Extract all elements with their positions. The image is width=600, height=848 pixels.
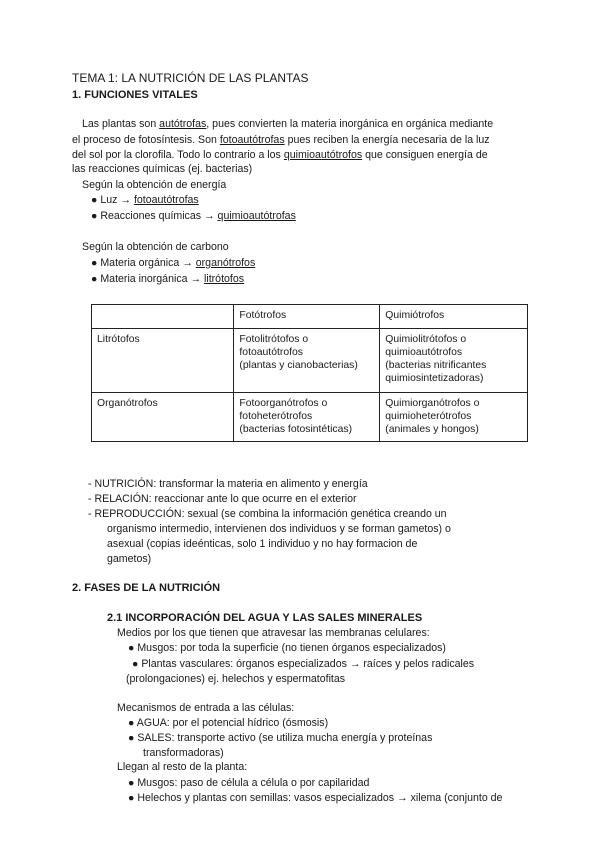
list-item: ● Plantas vasculares: órganos especializados → raíces y pelos radicales	[132, 658, 475, 670]
bullet-icon: ●	[132, 658, 139, 670]
list-item: ● AGUA: por el potencial hídrico (ósmosis)	[128, 717, 329, 729]
table-header-cell	[92, 305, 234, 329]
paragraph-line-4: las reacciones químicas (ej. bacterias)	[72, 163, 253, 175]
list-item: ● Reacciones químicas → quimioautótrofas	[91, 210, 296, 222]
bullet-icon: ●	[128, 642, 135, 654]
list-item: ● SALES: transporte activo (se utiliza mucha energía y proteínas	[128, 732, 433, 744]
table-row	[92, 393, 528, 442]
table-header-cell: Quimiótrofos	[380, 305, 528, 329]
table-cell: Quimiorganótrofos o quimioheterótrofos (animales y hongos)	[380, 393, 528, 442]
table-row	[92, 329, 528, 393]
table-header-cell: Fotótrofos	[234, 305, 380, 329]
bullet-icon: ●	[91, 273, 98, 285]
bullet-icon: ●	[128, 732, 135, 744]
section-2-heading: 2. FASES DE LA NUTRICIÓN	[72, 582, 221, 594]
medios-label: Medios por los que tienen que atravesar las membranas celulares:	[117, 627, 430, 639]
table-cell: Fotoorganótrofos o fotoheterótrofos (bacterias fotosintéticas)	[234, 393, 380, 442]
bullet-icon: ●	[128, 792, 135, 804]
paragraph-line-2: el proceso de fotosíntesis. Son fotoautótrofas pues reciben la energía necesaria de la luz	[72, 134, 490, 146]
table-header-row	[92, 305, 528, 329]
energia-label: Según la obtención de energía	[82, 179, 227, 191]
term-autotrofas: autótrofas	[159, 118, 207, 130]
funcion-reproduccion: - REPRODUCCIÓN: sexual (se combina la información genética creando un	[88, 508, 447, 520]
table-cell: Fotolitrótofos o fotoautótrofos (plantas y cianobacterias)	[234, 329, 380, 393]
bullet-icon: ●	[91, 194, 98, 206]
table-cell: Organótrofos	[92, 393, 234, 442]
bullet-icon: ●	[128, 777, 135, 789]
llegan-label: Llegan al resto de la planta:	[117, 761, 248, 773]
section-1-heading: 1. FUNCIONES VITALES	[72, 89, 198, 101]
funcion-nutricion: - NUTRICIÓN: transformar la materia en alimento y energía	[88, 478, 368, 490]
list-item: ● Materia inorgánica → litrótofos	[91, 273, 245, 285]
term-fotoautotrofas: fotoautótrofas	[219, 134, 285, 146]
nutrition-types-table	[91, 304, 528, 442]
list-item: ● Materia orgánica → organótrofos	[91, 257, 256, 269]
bullet-icon: ●	[91, 210, 98, 222]
table-cell: Quimiolitrótofos o quimioautótrofos (bacterias nitrificantes quimiosintetizadoras)	[380, 329, 528, 393]
paragraph-line-1: Las plantas son autótrofas, pues convierten la materia inorgánica en orgánica mediante	[82, 118, 494, 130]
document-title: TEMA 1: LA NUTRICIÓN DE LAS PLANTAS	[72, 71, 309, 85]
table-cell: Litrótofos	[92, 329, 234, 393]
term-quimioautotrofos: quimioautótrofos	[283, 149, 363, 161]
carbono-label: Según la obtención de carbono	[82, 241, 229, 253]
funcion-relacion: - RELACIÓN: reaccionar ante lo que ocurre en el exterior	[88, 493, 357, 505]
subsection-2-1-heading: 2.1 INCORPORACIÓN DEL AGUA Y LAS SALES MINERALES	[107, 612, 423, 624]
list-item-cont: (prolongaciones) ej. helechos y espermatofitas	[126, 673, 346, 685]
bullet-icon: ●	[91, 257, 98, 269]
bullet-icon: ●	[128, 717, 135, 729]
funcion-reproduccion-cont: organismo intermedio, intervienen dos individuos y se forman gametos) o	[107, 523, 451, 535]
list-item: ● Musgos: por toda la superficie (no tienen órganos especializados)	[128, 642, 446, 654]
list-item-cont: transformadoras)	[143, 747, 224, 759]
funcion-reproduccion-cont: gametos)	[107, 553, 152, 565]
list-item: ● Helechos y plantas con semillas: vasos especializados → xilema (conjunto de	[128, 792, 503, 804]
list-item: ● Musgos: paso de célula a célula o por capilaridad	[128, 777, 370, 789]
mecanismos-label: Mecanismos de entrada a las células:	[117, 702, 295, 714]
list-item: ● Luz → fotoautótrofas	[91, 194, 199, 206]
funcion-reproduccion-cont: asexual (copias ideénticas, solo 1 individuo y no hay formacion de	[107, 538, 418, 550]
paragraph-line-3: del sol por la clorofila. Todo lo contrario a los quimioautótrofos que consiguen energía de	[72, 149, 488, 161]
